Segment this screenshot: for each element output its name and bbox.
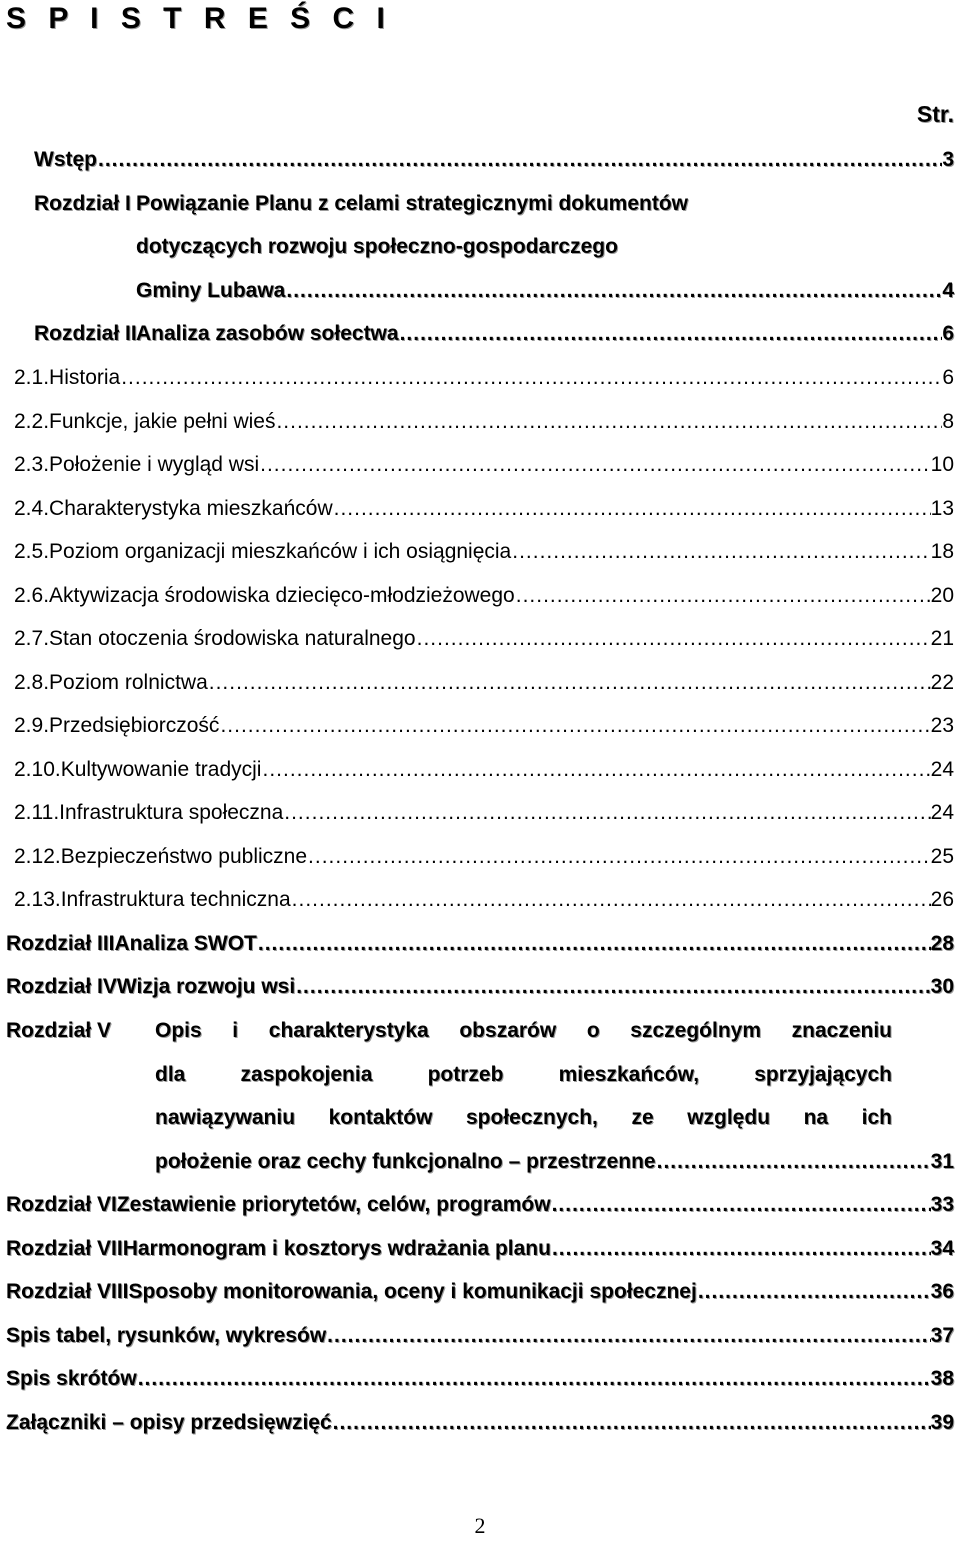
toc-entry-chapter-7[interactable]: [6, 1235, 954, 1263]
toc-section-entry[interactable]: [14, 408, 954, 436]
toc-leader: [120, 364, 942, 392]
toc-entry-label: Wstęp: [34, 148, 97, 171]
toc-leader: [656, 1148, 931, 1176]
toc-entry-label: Sposoby monitorowania, oceny i komunikacji społecznej: [128, 1280, 697, 1303]
toc-section-entry[interactable]: [14, 799, 954, 827]
toc-section-title: Charakterystyka mieszkańców: [49, 497, 333, 520]
toc-page-number: 28: [930, 932, 954, 955]
toc-leader: [551, 1235, 931, 1263]
toc-chapter-label: Rozdział IV: [6, 975, 117, 998]
toc-section-number: 2.5.: [14, 540, 50, 563]
toc-section-entry[interactable]: [14, 538, 954, 566]
toc-chapter-1-title-line2[interactable]: dotyczących rozwoju społeczno-gospodarczego: [136, 235, 618, 258]
toc-section-number: 2.8.: [14, 671, 50, 694]
toc-leader: [261, 756, 930, 784]
toc-section-entry[interactable]: [14, 712, 954, 740]
toc-entry-chapter-8[interactable]: [6, 1278, 954, 1306]
toc-page-number: 23: [930, 714, 954, 737]
toc-section-title: Kultywowanie tradycji: [60, 758, 262, 781]
toc-chapter-5-title-line1[interactable]: Opis i charakterystyka obszarów o szczególnym znaczeniu: [155, 1019, 892, 1042]
toc-section-title: Poziom rolnictwa: [49, 671, 208, 694]
toc-entry-wstep[interactable]: [34, 146, 954, 174]
toc-section-entry[interactable]: [14, 495, 954, 523]
toc-section-title: Bezpieczeństwo publiczne: [60, 845, 308, 868]
toc-entry-label: Wizja rozwoju wsi: [116, 975, 296, 998]
toc-chapter-1-title-line1[interactable]: Powiązanie Planu z celami strategicznymi dokumentów: [136, 192, 688, 215]
toc-entry-zalaczniki[interactable]: [6, 1409, 954, 1437]
toc-leader: [208, 669, 931, 697]
toc-entry-chapter-5[interactable]: [155, 1148, 954, 1176]
toc-leader: [697, 1278, 931, 1306]
toc-page-number: 37: [930, 1324, 954, 1347]
toc-section-title: Poziom organizacji mieszkańców i ich osiągnięcia: [49, 540, 512, 563]
toc-page-number: 26: [930, 888, 954, 911]
toc-page-number: 18: [930, 540, 954, 563]
toc-entry-label: Analiza SWOT: [114, 932, 257, 955]
toc-leader: [307, 843, 931, 871]
toc-page-number: 34: [930, 1237, 954, 1260]
toc-section-number: 2.9.: [14, 714, 50, 737]
toc-entry-label: Gminy Lubawa: [136, 279, 286, 302]
toc-chapter-label: Rozdział VII: [6, 1237, 123, 1260]
toc-entry-label: Załączniki – opisy przedsięwzięć: [6, 1411, 332, 1434]
toc-page-number: 8: [942, 410, 954, 433]
toc-entry-spis-skrotow[interactable]: [6, 1365, 954, 1393]
toc-section-entry[interactable]: [14, 625, 954, 653]
toc-entry-label: Spis skrótów: [6, 1367, 137, 1390]
toc-section-entry[interactable]: [14, 364, 954, 392]
toc-section-title: Położenie i wygląd wsi: [49, 453, 260, 476]
toc-section-title: Funkcje, jakie pełni wieś: [49, 410, 276, 433]
toc-page-number: 13: [930, 497, 954, 520]
toc-section-number: 2.7.: [14, 627, 50, 650]
toc-entry-label: Analiza zasobów sołectwa: [136, 322, 399, 345]
toc-section-number: 2.1.: [14, 366, 50, 389]
toc-page-number: 4: [942, 279, 954, 302]
toc-page-number: 6: [942, 322, 954, 345]
toc-entry-chapter-2[interactable]: [34, 320, 954, 348]
toc-leader: [551, 1191, 931, 1219]
toc-section-number: 2.12.: [14, 845, 61, 868]
toc-section-title: Stan otoczenia środowiska naturalnego: [49, 627, 416, 650]
toc-leader: [291, 886, 931, 914]
toc-page-number: 21: [930, 627, 954, 650]
toc-leader: [219, 712, 930, 740]
toc-leader: [275, 408, 942, 436]
toc-section-entry[interactable]: [14, 756, 954, 784]
toc-page-number: 30: [930, 975, 954, 998]
toc-section-entry[interactable]: [14, 669, 954, 697]
toc-entry-label: Spis tabel, rysunków, wykresów: [6, 1324, 327, 1347]
toc-page-number: 22: [930, 671, 954, 694]
toc-section-title: Infrastruktura społeczna: [59, 801, 284, 824]
toc-entry-chapter-4[interactable]: [6, 973, 954, 1001]
toc-chapter-label: Rozdział VIII: [6, 1280, 129, 1303]
toc-leader: [416, 625, 931, 653]
toc-chapter-label: Rozdział III: [6, 932, 115, 955]
toc-page-number: 36: [930, 1280, 954, 1303]
toc-chapter-5-label: Rozdział V: [6, 1019, 112, 1042]
toc-section-title: Infrastruktura techniczna: [60, 888, 291, 911]
toc-leader: [257, 930, 931, 958]
toc-section-entry[interactable]: [14, 843, 954, 871]
toc-title: S P I S T R E Ś C I: [6, 2, 392, 35]
toc-section-title: Przedsiębiorczość: [49, 714, 220, 737]
toc-leader: [283, 799, 930, 827]
toc-section-number: 2.4.: [14, 497, 50, 520]
toc-page-number: 39: [930, 1411, 954, 1434]
page-number: 2: [474, 1513, 486, 1538]
toc-leader: [515, 582, 931, 610]
toc-leader: [137, 1365, 931, 1393]
toc-entry-label: położenie oraz cechy funkcjonalno – przestrzenne: [155, 1150, 656, 1173]
toc-chapter-label: Rozdział VI: [6, 1193, 117, 1216]
toc-leader: [333, 495, 931, 523]
toc-entry-label: Harmonogram i kosztorys wdrażania planu: [122, 1237, 551, 1260]
toc-page-number: 31: [930, 1150, 954, 1173]
toc-section-title: Historia: [49, 366, 121, 389]
toc-page-number: 33: [930, 1193, 954, 1216]
toc-section-title: Aktywizacja środowiska dziecięco-młodzieżowego: [49, 584, 515, 607]
toc-page-number: 24: [930, 758, 954, 781]
toc-leader: [332, 1409, 931, 1437]
toc-page-number: 10: [930, 453, 954, 476]
toc-page-number: 6: [942, 366, 954, 389]
page-column-header: Str.: [916, 101, 954, 127]
toc-section-number: 2.2.: [14, 410, 50, 433]
toc-section-number: 2.10.: [14, 758, 61, 781]
toc-page-number: 38: [930, 1367, 954, 1390]
toc-page-number: 3: [942, 148, 954, 171]
toc-chapter-5-title-line2[interactable]: dla zaspokojenia potrzeb mieszkańców, sprzyjających: [155, 1063, 892, 1086]
toc-chapter-label: Rozdział II: [34, 322, 137, 345]
toc-section-entry[interactable]: [14, 451, 954, 479]
toc-leader: [295, 973, 930, 1001]
toc-entry-chapter-1[interactable]: [136, 277, 954, 305]
toc-section-number: 2.3.: [14, 453, 50, 476]
toc-page-number: 25: [930, 845, 954, 868]
toc-section-number: 2.11.: [14, 801, 60, 824]
toc-entry-label: Zestawienie priorytetów, celów, programów: [116, 1193, 551, 1216]
toc-section-entry[interactable]: [14, 886, 954, 914]
toc-leader: [326, 1322, 930, 1350]
toc-section-number: 2.6.: [14, 584, 50, 607]
toc-page-number: 24: [930, 801, 954, 824]
toc-entry-chapter-6[interactable]: [6, 1191, 954, 1219]
toc-entry-spis-tabel[interactable]: [6, 1322, 954, 1350]
toc-section-number: 2.13.: [14, 888, 61, 911]
toc-leader: [511, 538, 930, 566]
toc-leader: [399, 320, 943, 348]
toc-entry-chapter-3[interactable]: [6, 930, 954, 958]
toc-chapter-5-title-line3[interactable]: nawiązywaniu kontaktów społecznych, ze względu na ich: [155, 1106, 892, 1129]
toc-chapter-1-label: Rozdział I: [34, 192, 131, 215]
toc-section-entry[interactable]: [14, 582, 954, 610]
toc-leader: [97, 146, 942, 174]
toc-leader: [285, 277, 942, 305]
toc-page-number: 20: [930, 584, 954, 607]
toc-leader: [259, 451, 931, 479]
